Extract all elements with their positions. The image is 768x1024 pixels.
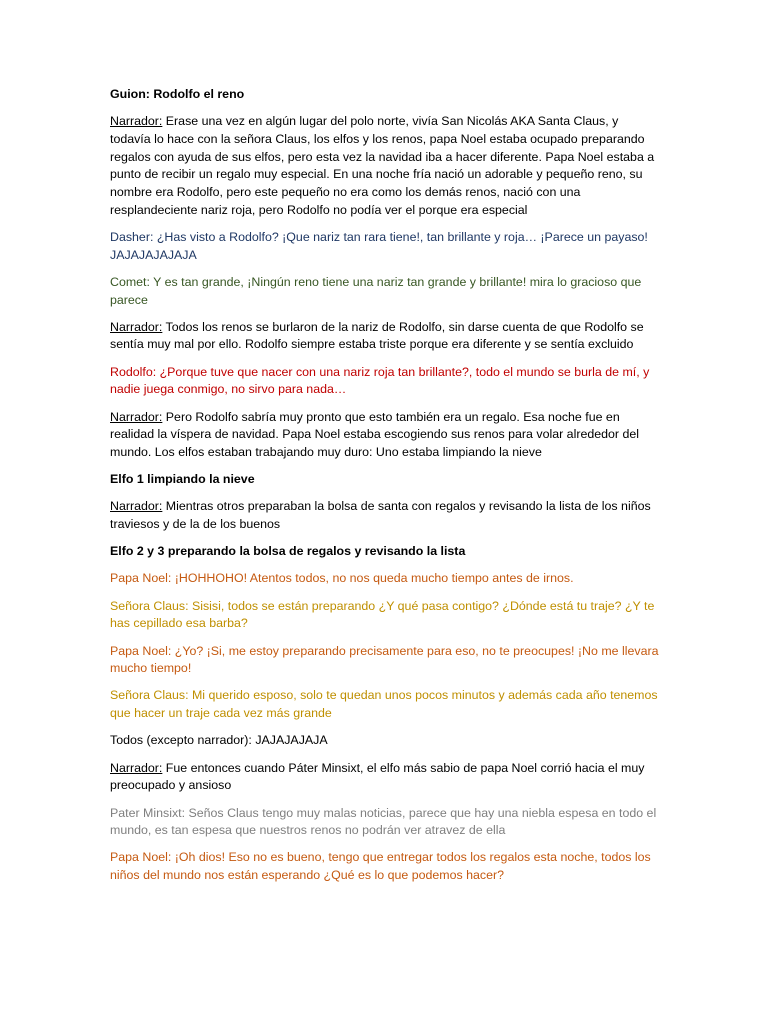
- rodolfo-line: Rodolfo: ¿Porque tuve que nacer con una nariz roja tan brillante?, todo el mundo se burla de mí, y nadie juega conmigo, no sirvo para nada…: [110, 364, 650, 397]
- narrator-label: Narrador:: [110, 319, 163, 334]
- narrator-paragraph: [110, 760, 660, 795]
- papa-noel-line: Papa Noel: ¡HOHHOHO! Atentos todos, no nos queda mucho tiempo antes de irnos.: [110, 571, 574, 586]
- narrator-paragraph: [110, 409, 660, 462]
- narrator-text: Todos los renos se burlaron de la nariz de Rodolfo, sin darse cuenta de que Rodolfo se sentía muy mal por ello. Rodolfo siempre estaba triste porque era diferente y se sentía excluido: [110, 319, 644, 352]
- narrator-label: Narrador:: [110, 409, 163, 424]
- pater-minsixt-line: Pater Minsixt: Seños Claus tengo muy malas noticias, parece que hay una niebla espesa en todo el mundo, es tan espesa que nuestros renos no podrán ver atravez de ella: [110, 805, 657, 838]
- papa-noel-line: Papa Noel: ¡Oh dios! Eso no es bueno, tengo que entregar todos los regalos esta noche, todos los niños del mundo nos están esperando ¿Qué es lo que podemos hacer?: [110, 850, 651, 883]
- all-characters-line: Todos (excepto narrador): JAJAJAJAJA: [110, 733, 328, 748]
- document-body: [110, 86, 660, 894]
- dasher-line: Dasher: ¿Has visto a Rodolfo? ¡Que nariz tan rara tiene!, tan brillante y roja… ¡Parece un payaso! JAJAJAJAJAJA: [110, 229, 648, 262]
- narrator-paragraph: [110, 113, 660, 219]
- senora-claus-line: Señora Claus: Mi querido esposo, solo te quedan unos pocos minutos y además cada año tenemos que hacer un traje cada vez más grande: [110, 688, 658, 721]
- narrator-paragraph: [110, 319, 660, 354]
- narrator-paragraph: [110, 498, 660, 533]
- stage-direction: Elfo 1 limpiando la nieve: [110, 472, 255, 487]
- papa-noel-line: Papa Noel: ¿Yo? ¡Si, me estoy preparando precisamente para eso, no te preocupes! ¡No me llevara mucho tiempo!: [110, 643, 659, 676]
- narrator-label: Narrador:: [110, 760, 163, 775]
- narrator-text: Mientras otros preparaban la bolsa de santa con regalos y revisando la lista de los niños traviesos y de la de los buenos: [110, 499, 651, 532]
- narrator-label: Narrador:: [110, 499, 163, 514]
- comet-line: Comet: Y es tan grande, ¡Ningún reno tiene una nariz tan grande y brillante! mira lo gracioso que parece: [110, 274, 642, 307]
- narrator-text: Pero Rodolfo sabría muy pronto que esto también era un regalo. Esa noche fue en realidad la víspera de navidad. Papa Noel estaba escogiendo sus renos para volar alrededor del mundo. Los elfos estaban trabajando muy duro: Uno estaba limpiando la nieve: [110, 409, 640, 459]
- senora-claus-line: Señora Claus: Sisisi, todos se están preparando ¿Y qué pasa contigo? ¿Dónde está tu traje? ¿Y te has cepillado esa barba?: [110, 598, 655, 631]
- page-title: Guion: Rodolfo el reno: [110, 87, 245, 101]
- narrator-label: Narrador:: [110, 114, 163, 129]
- stage-direction: Elfo 2 y 3 preparando la bolsa de regalos y revisando la lista: [110, 544, 466, 559]
- narrator-text: Erase una vez en algún lugar del polo norte, vivía San Nicolás AKA Santa Claus, y todavía lo hace con la señora Claus, los elfos y los renos, papa Noel estaba ocupado preparando regalos con ayuda de sus elfos, pero esta vez la navidad iba a hacer diferente. Papa Noel estaba a punto de recibir un regalo muy especial. En una noche fría nació un adorable y pequeño reno, su nombre era Rodolfo, pero este pequeño no era como los demás renos, nació con una resplandeciente nariz roja, pero Rodolfo no podía ver el porque era especial: [110, 114, 655, 217]
- narrator-text: Fue entonces cuando Páter Minsixt, el elfo más sabio de papa Noel corrió hacia el muy preocupado y ansioso: [110, 760, 645, 793]
